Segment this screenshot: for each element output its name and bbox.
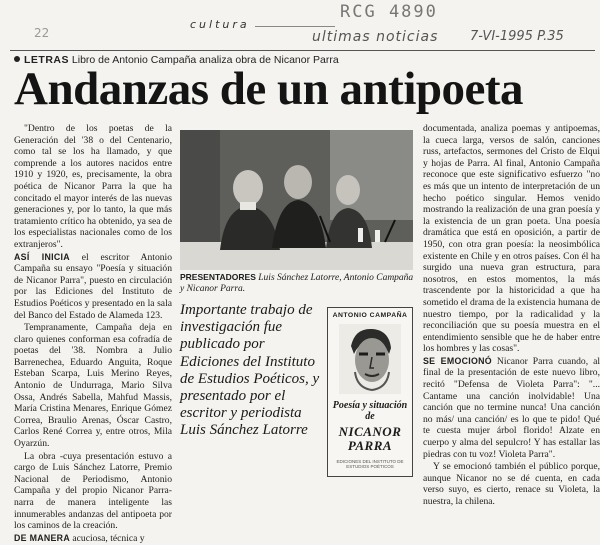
bullet-icon <box>14 56 20 62</box>
corner-mark: 22 <box>34 26 50 40</box>
caption-lead: PRESENTADORES <box>180 272 256 282</box>
book-author: ANTONIO CAMPAÑA <box>332 312 408 319</box>
caption-text: Luis Sánchez Latorre, Antonio Campaña y Nicanor Parra. <box>180 273 414 294</box>
paragraph: La obra -cuya presentación estuvo a cargo de Luis Sánchez Latorre, Premio Nacional de Periodismo, Antonio Campaña y del propio Nicanor Parra- narra de manera inteligente las innumerables andanzas del antipoeta por los caminos de la creación. <box>14 450 172 532</box>
lead-in: DE MANERA <box>14 532 70 543</box>
book-title: NICANOR PARRA <box>338 424 402 453</box>
archive-code-stamp: RCG 4890 <box>340 2 438 22</box>
kicker-text: Libro de Antonio Campaña analiza obra de Nicanor Parra <box>71 54 339 66</box>
lead-in: SE EMOCIONÓ <box>423 355 492 366</box>
headline: Andanzas de un antipoeta <box>14 63 524 115</box>
paragraph: DE MANERA acuciosa, técnica y <box>14 532 145 544</box>
section-rule <box>255 26 335 27</box>
article-column-3 <box>423 123 600 509</box>
presenters-photo <box>180 130 413 270</box>
handwritten-date: 7-VI-1995 P.35 <box>470 29 564 44</box>
handwritten-source: ultimas noticias <box>312 29 439 45</box>
paragraph: ASÍ INICIA el escritor Antonio Campaña su ensayo "Poesía y situación de Nicanor Parra", puesto en circulación por las Ediciones del Instituto de Estudios Poéticos y presentado en la sala del Banco del Estado de Alameda 123. <box>14 251 172 321</box>
section-name: cultura <box>190 18 250 31</box>
paragraph: Tempranamente, Campaña deja en claro quienes conforman esa cofradía de poetas del '38. Nombra a Julio Barrenechea, Eduardo Anguita, Roque Esteban Scarpa, Luis Merino Reyes, Antonio de Undurraga, Mario Silva Ossa, Andrés Sabella, Mahfud Massis, María Cristina Menares, Enrique Gómez Correa, Braulio Arenas, Óscar Castro, Carlos René Correa y, entre otros, Mila Oyarzún. <box>14 322 172 450</box>
book-cover <box>327 307 413 477</box>
lead-in: ASÍ INICIA <box>14 251 70 262</box>
top-rule <box>10 50 595 51</box>
photo-illustration <box>180 130 413 270</box>
article-column-1 <box>14 123 172 545</box>
paragraph: Y se emocionó también el público porque, aunque Nicanor no se dé cuenta, en cada verso suyo, es cierto, renace su Violeta, la nuestra, la chilena. <box>423 461 600 507</box>
paragraph: "Dentro de los poetas de la Generación del '38 o del Centenario, como tal se los ha llamado, y que comprende a los autores nacidos entre 1910 y 1920, es, precisamente, la obra poética de Nicanor Parra la que ha concitado el mayor interés de las nuevas generaciones y, por lo tanto, la que más tratamiento crítico ha obtenido, ya sea de los especialistas nacionales como de los extranjeros". <box>14 123 172 250</box>
paragraph: SE EMOCIONÓ Nicanor Parra cuando, al final de la presentación de este nuevo libro, recitó "Defensa de Violeta Parra": "... Cantame una canción inolvidable! Una canción que no termine nunca! Una canción no más/ una canción/ es lo que te pido! Qué te cuesta mujer árbol florido! Alzate en cuerpo y alma del sepulcro! Y has estallar las piedras con tu voz! Violeta Parra". <box>423 355 600 460</box>
book-publisher: EDICIONES DEL INSTITUTO DE ESTUDIOS POÉTICOS <box>336 459 404 469</box>
paragraph: documentada, analiza poemas y antipoemas, la cueca larga, versos de salón, canciones russ, artefactos, sermones del Cristo de Elqui y hojas de Parra. Al final, Antonio Campaña reconoce que este significativo esfuerzo "no es más que un intento de interpretación de un hecho poético singular. Hemos venido mostrando la realización de una gran poesía y la existencia de un gran poeta. Una poesía dramática que está en oposición, a partir de 1950, con otra gran poesía: la neosimbólica existente en Chile y en otros países. Con él ha surgido una nueva gran estructura, para nosotros, en estos momentos, la más trascendente por la historicidad a que ha sometido el drama de la existencia humana de nuestro tiempo, por la radicalidad y la reconciliación que su poesía muestra en el entendimiento sensible que he de haber entre los hombres y las cosas". <box>423 123 600 355</box>
pull-quote: Importante trabajo de investigación fue publicado por Ediciones del Instituto de Estudios Poéticos, y presentado por el escritor y periodista Luis Sánchez Latorre <box>180 302 320 439</box>
author-portrait <box>339 324 401 394</box>
photo-caption <box>180 272 415 295</box>
portrait-illustration <box>339 324 401 394</box>
kicker-label: LETRAS <box>24 54 69 66</box>
book-subtitle: Poesía y situación de <box>332 400 408 422</box>
